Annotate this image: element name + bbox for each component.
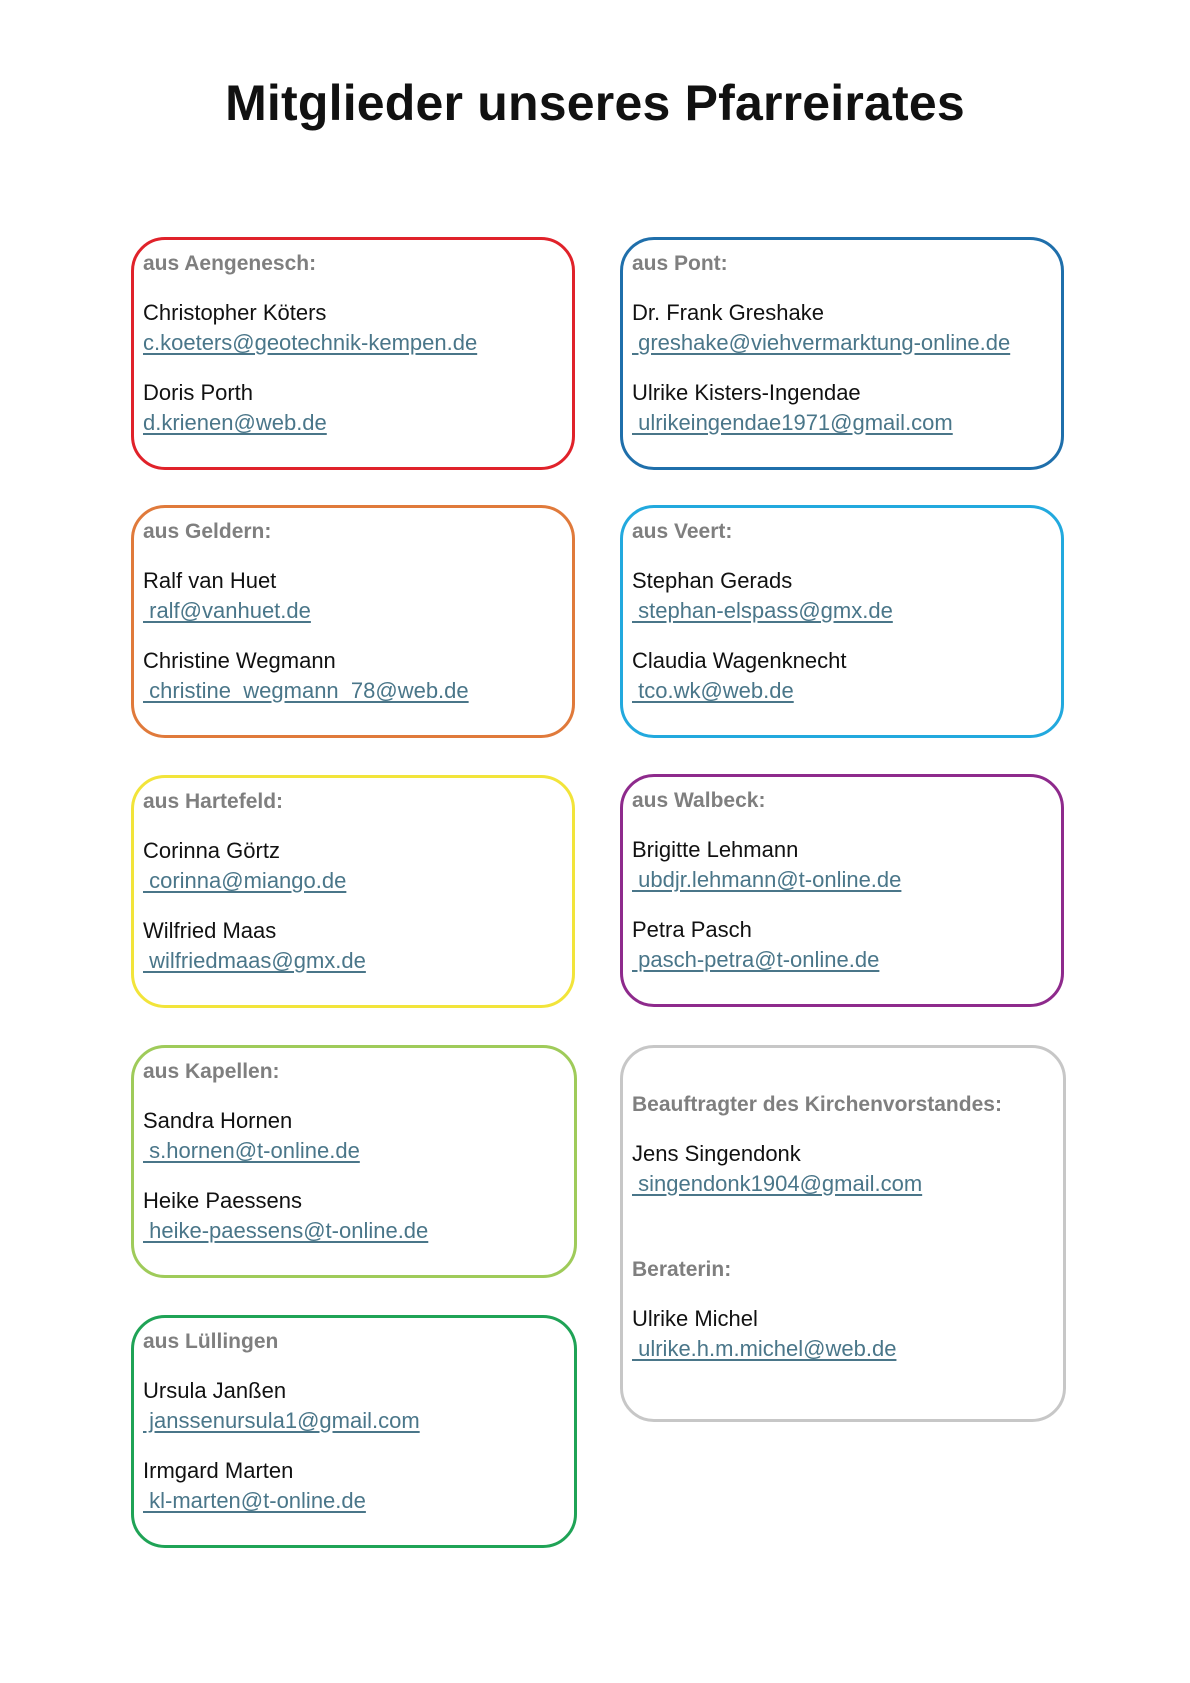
group-box-hartefeld [131,775,575,1008]
group-heading: Beraterin: [632,1258,732,1281]
member-email-link[interactable]: corinna@miango.de [143,868,347,893]
member-entry [143,646,560,706]
member-entry [632,298,1049,358]
member-email-link[interactable]: pasch-petra@t-online.de [632,947,880,972]
member-name: Ursula Janßen [143,1378,287,1403]
member-entry [632,835,1049,895]
member-email-link[interactable]: ubdjr.lehmann@t-online.de [632,867,902,892]
member-entry [143,1186,562,1246]
member-name: Irmgard Marten [143,1458,294,1483]
member-entry [143,378,560,438]
member-email-link[interactable]: janssenursula1@gmail.com [143,1408,420,1433]
page-title: Mitglieder unseres Pfarreirates [225,75,965,131]
member-email-link[interactable]: christine_wegmann_78@web.de [143,678,469,703]
group-box-veert [620,505,1064,738]
member-email-link[interactable]: c.koeters@geotechnik-kempen.de [143,330,478,355]
group-heading: Beauftragter des Kirchenvorstandes: [632,1093,1002,1116]
member-email-link[interactable]: stephan-elspass@gmx.de [632,598,893,623]
group-heading: aus Veert: [632,520,733,543]
group-box-sonstige [620,1045,1066,1422]
group-box-aengenesch [131,237,575,470]
member-name: Doris Porth [143,380,254,405]
member-email-link[interactable]: wilfriedmaas@gmx.de [143,948,366,973]
member-entry [632,915,1049,975]
member-name: Christopher Köters [143,300,327,325]
member-name: Heike Paessens [143,1188,302,1213]
group-box-kapellen [131,1045,577,1278]
group-box-geldern [131,505,575,738]
group-box-pont [620,237,1064,470]
member-entry [632,378,1049,438]
spacer [632,1219,1051,1256]
group-heading: aus Lüllingen [143,1330,279,1353]
group-box-luellingen [131,1315,577,1548]
group-heading: aus Pont: [632,252,728,275]
member-name: Ralf van Huet [143,568,277,593]
member-name: Brigitte Lehmann [632,837,799,862]
member-name: Sandra Hornen [143,1108,293,1133]
member-name: Ulrike Michel [632,1306,758,1331]
group-heading: aus Aengenesch: [143,252,317,275]
member-name: Claudia Wagenknecht [632,648,847,673]
member-name: Dr. Frank Greshake [632,300,824,325]
member-email-link[interactable]: tco.wk@web.de [632,678,794,703]
group-heading: aus Geldern: [143,520,272,543]
member-entry [632,646,1049,706]
member-entry [143,566,560,626]
group-heading: aus Walbeck: [632,789,766,812]
member-email-link[interactable]: d.krienen@web.de [143,410,327,435]
member-name: Ulrike Kisters-Ingendae [632,380,861,405]
member-entry [632,1139,1051,1199]
member-name: Jens Singendonk [632,1141,801,1166]
member-entry [143,298,560,358]
member-name: Corinna Görtz [143,838,280,863]
member-entry [632,566,1049,626]
member-entry [143,836,560,896]
member-name: Christine Wegmann [143,648,336,673]
member-email-link[interactable]: s.hornen@t-online.de [143,1138,360,1163]
member-email-link[interactable]: ulrike.h.m.michel@web.de [632,1336,897,1361]
member-email-link[interactable]: ulrikeingendae1971@gmail.com [632,410,953,435]
member-name: Stephan Gerads [632,568,793,593]
member-email-link[interactable]: ralf@vanhuet.de [143,598,311,623]
member-email-link[interactable]: kl-marten@t-online.de [143,1488,366,1513]
member-entry [143,916,560,976]
member-email-link[interactable]: heike-paessens@t-online.de [143,1218,429,1243]
member-entry [143,1456,562,1516]
member-entry [632,1304,1051,1364]
member-name: Wilfried Maas [143,918,277,943]
member-name: Petra Pasch [632,917,752,942]
member-entry [143,1376,562,1436]
member-entry [143,1106,562,1166]
member-email-link[interactable]: greshake@viehvermarktung-online.de [632,330,1011,355]
group-heading: aus Kapellen: [143,1060,280,1083]
member-email-link[interactable]: singendonk1904@gmail.com [632,1171,923,1196]
group-box-walbeck [620,774,1064,1007]
group-heading: aus Hartefeld: [143,790,284,813]
